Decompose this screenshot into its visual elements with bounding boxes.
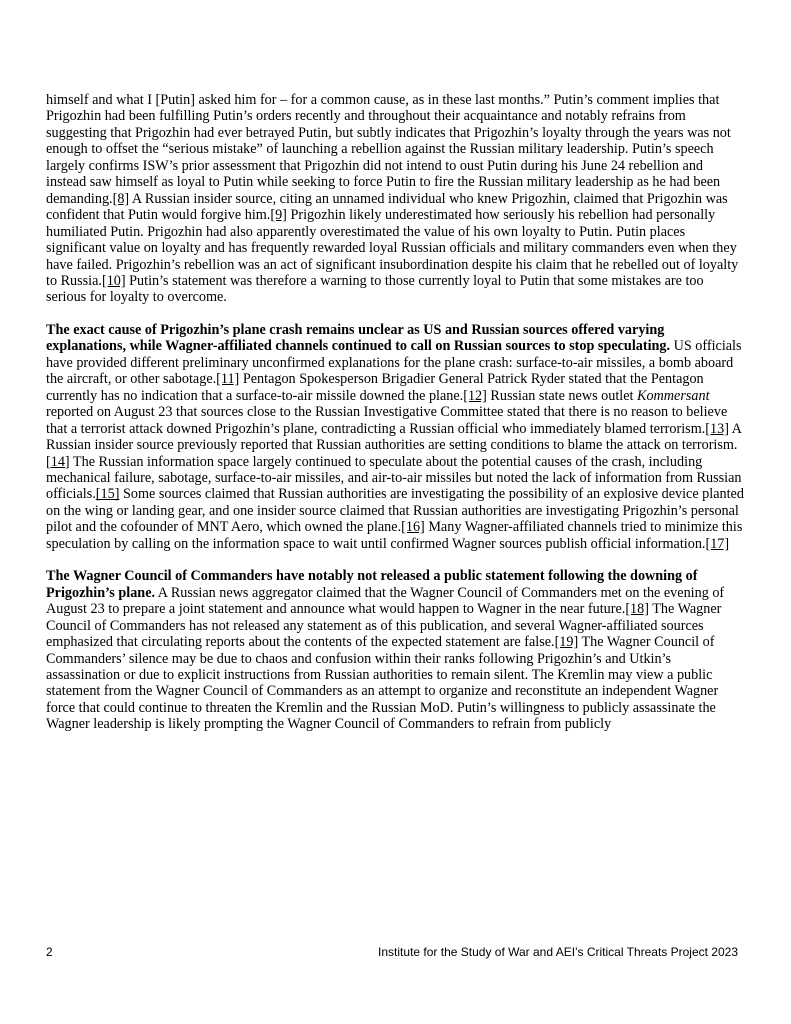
body-text: Many Wagner-affiliated channels tried to minimize this speculation by calling on the information space to wait until confirmed Wagner sources publish official information. (46, 519, 743, 552)
citation-link[interactable]: [8] (112, 190, 130, 207)
document-body (46, 92, 746, 749)
body-text: Pentagon Spokesperson Brigadier General Patrick Ryder stated that the Pentagon currently has no indication that a surface-to-air missile downed the plane. (46, 371, 704, 404)
footer-text: Institute for the Study of War and AEI’s Critical Threats Project 2023 (378, 945, 738, 959)
citation-link[interactable]: [14] (46, 453, 70, 470)
body-text: US officials have provided different preliminary unconfirmed explanations for the plane crash: surface-to-air missiles, a bomb aboard the aircraft, or other sabotage. (46, 338, 742, 388)
citation-link[interactable]: [11] (216, 371, 240, 388)
bold-lead-sentence: The exact cause of Prigozhin’s plane crash remains unclear as US and Russian sources offered varying explanations, while Wagner-affiliated channels continued to call on Russian sources to stop speculating. (46, 321, 671, 355)
body-text: reported on August 23 that sources close to the Russian Investigative Committee stated that there is no reason to believe that a terrorist attack downed Prigozhin’s plane, contradicting a Russian official who immediately blamed terrorism. (46, 404, 728, 437)
citation-link[interactable]: [13] (705, 420, 729, 437)
body-text: A Russian news aggregator claimed that the Wagner Council of Commanders met on the evening of August 23 to prepare a joint statement and announce what would happen to Wagner in the near future. (46, 584, 725, 618)
body-text: Russian state news outlet (486, 387, 637, 404)
bold-lead-sentence: The Wagner Council of Commanders have notably not released a public statement following the downing of Prigozhin’s plane. (46, 568, 698, 601)
citation-link[interactable]: [9] (270, 207, 287, 224)
citation-link[interactable]: [18] (625, 601, 649, 618)
body-text: The Russian information space largely continued to speculate about the potential causes of the crash, including mechanical failure, sabotage, surface-to-air missiles, and air-to-air missiles but noted the lack of information from Russian officials. (46, 453, 742, 503)
paragraph-1 (46, 92, 746, 306)
italic-text: Kommersant (637, 387, 710, 404)
citation-link[interactable]: [12] (463, 387, 487, 404)
citation-link[interactable]: [19] (554, 634, 579, 651)
body-text: The Wagner Council of Commanders’ silence may be due to chaos and confusion within their ranks following Prigozhin’s and Utkin’s assassination or due to explicit instructions from Russian authorities to remain silent. The Kremlin may view a public statement from the Wagner Council of Commanders as an attempt to organize and reconstitute an independent Wagner force that could continue to threaten the Kremlin and the Russian MoD. Putin’s willingness to publicly assassinate the Wagner leadership is likely prompting the Wagner Council of Commanders to refrain from publicly (46, 634, 719, 733)
citation-link[interactable]: [16] (401, 519, 425, 536)
citation-link[interactable]: [15] (95, 486, 120, 503)
citation-link[interactable]: [17] (705, 535, 730, 552)
body-text: Some sources claimed that Russian authorities are investigating the possibility of an explosive device planted on the wing or landing gear, and one insider source claimed that Russian authorities are investigating Prigozhin’s personal pilot and the cofounder of MNT Aero, which owned the plane. (46, 486, 744, 536)
citation-link[interactable]: [10] (101, 272, 126, 289)
paragraph-3 (46, 568, 746, 733)
body-text: Prigozhin likely underestimated how seriously his rebellion had personally humiliated Putin. Prigozhin had also apparently overestimated the value of his own loyalty to Putin. Putin places significant value on loyalty and has frequently rewarded loyal Russian officials and military commanders even when they have failed. Prigozhin’s rebellion was an act of significant insubordination despite his claim that he rebelled out of loyalty to Russia. (46, 207, 739, 289)
body-text: himself and what I [Putin] asked him for – for a common cause, as in these last months.” Putin’s comment implies that Prigozhin had been fulfilling Putin’s orders recently and throughout their acquaintance and notably refrains from suggesting that Prigozhin had ever betrayed Putin, but subtly indicates that Prigozhin’s loyalty through the years was not enough to offset the “serious mistake” of launching a rebellion against the Russian military leadership. Putin’s speech largely confirms ISW’s prior assessment that Prigozhin did not intend to oust Putin during his June 24 rebellion and instead saw himself as loyal to Putin while seeking to force Putin to fire the Russian military leadership as he had been demanding. (46, 92, 731, 207)
paragraph-2 (46, 322, 746, 552)
body-text: A Russian insider source, citing an unnamed individual who knew Prigozhin, claimed that Prigozhin was confident that Putin would forgive him. (46, 190, 728, 224)
body-text: The Wagner Council of Commanders has not released any statement as of this publication, and several Wagner-affiliated sources emphasized that circulating reports about the contents of the expected statement are false. (46, 601, 722, 651)
body-text: A Russian insider source previously reported that Russian authorities are setting conditions to blame the attack on terrorism. (46, 420, 742, 454)
body-text: Putin’s statement was therefore a warning to those currently loyal to Putin that some mistakes are too serious for loyalty to overcome. (46, 272, 704, 306)
page-number: 2 (46, 945, 53, 959)
